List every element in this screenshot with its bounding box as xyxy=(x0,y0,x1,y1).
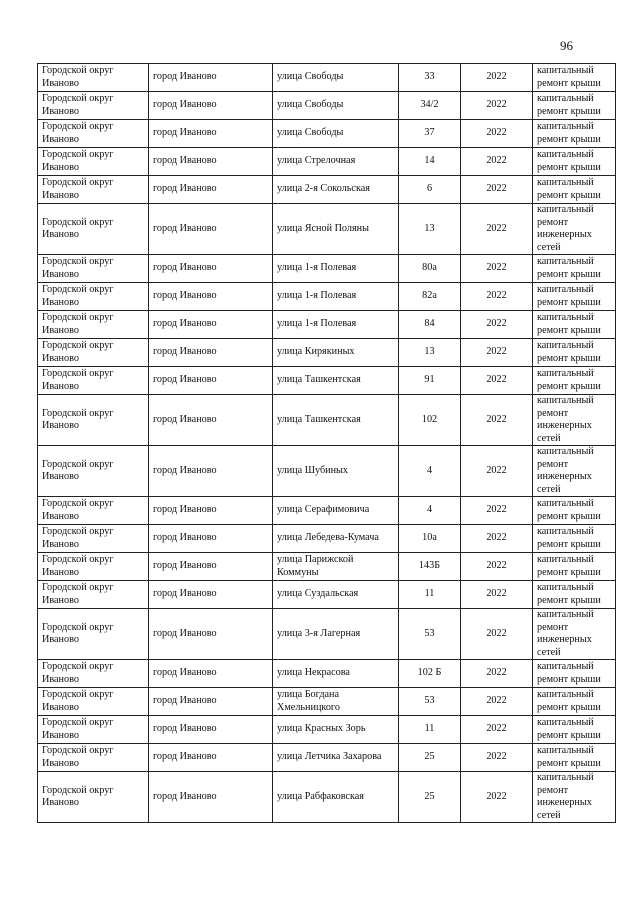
year-cell: 2022 xyxy=(461,497,533,525)
year-cell: 2022 xyxy=(461,148,533,176)
street-cell: улица 3-я Лагерная xyxy=(273,609,399,660)
work-type-cell: капитальный ремонт крыши xyxy=(533,716,616,744)
city-cell: город Иваново xyxy=(149,716,273,744)
year-cell: 2022 xyxy=(461,744,533,772)
house-number-cell: 6 xyxy=(399,176,461,204)
table-row xyxy=(38,688,616,716)
okrug-cell: Городской округ Иваново xyxy=(38,176,149,204)
table-row xyxy=(38,204,616,255)
table-row xyxy=(38,311,616,339)
work-type-cell: капитальный ремонт крыши xyxy=(533,497,616,525)
year-cell: 2022 xyxy=(461,255,533,283)
okrug-cell: Городской округ Иваново xyxy=(38,446,149,497)
work-type-cell: капитальный ремонт крыши xyxy=(533,120,616,148)
table-row xyxy=(38,255,616,283)
okrug-cell: Городской округ Иваново xyxy=(38,744,149,772)
okrug-cell: Городской округ Иваново xyxy=(38,64,149,92)
year-cell: 2022 xyxy=(461,92,533,120)
work-type-cell: капитальный ремонт инженерных сетей xyxy=(533,395,616,446)
work-type-cell: капитальный ремонт крыши xyxy=(533,525,616,553)
okrug-cell: Городской округ Иваново xyxy=(38,255,149,283)
year-cell: 2022 xyxy=(461,581,533,609)
okrug-cell: Городской округ Иваново xyxy=(38,660,149,688)
year-cell: 2022 xyxy=(461,311,533,339)
okrug-cell: Городской округ Иваново xyxy=(38,553,149,581)
year-cell: 2022 xyxy=(461,716,533,744)
okrug-cell: Городской округ Иваново xyxy=(38,367,149,395)
work-type-cell: капитальный ремонт крыши xyxy=(533,283,616,311)
house-number-cell: 53 xyxy=(399,688,461,716)
house-number-cell: 11 xyxy=(399,716,461,744)
work-type-cell: капитальный ремонт крыши xyxy=(533,581,616,609)
work-type-cell: капитальный ремонт инженерных сетей xyxy=(533,609,616,660)
city-cell: город Иваново xyxy=(149,176,273,204)
street-cell: улица Суздальская xyxy=(273,581,399,609)
okrug-cell: Городской округ Иваново xyxy=(38,497,149,525)
house-number-cell: 102 xyxy=(399,395,461,446)
okrug-cell: Городской округ Иваново xyxy=(38,525,149,553)
city-cell: город Иваново xyxy=(149,311,273,339)
city-cell: город Иваново xyxy=(149,64,273,92)
city-cell: город Иваново xyxy=(149,367,273,395)
city-cell: город Иваново xyxy=(149,148,273,176)
okrug-cell: Городской округ Иваново xyxy=(38,581,149,609)
table-row xyxy=(38,660,616,688)
year-cell: 2022 xyxy=(461,553,533,581)
page-number: 96 xyxy=(560,38,573,53)
street-cell: улица Рабфаковская xyxy=(273,772,399,823)
house-number-cell: 25 xyxy=(399,744,461,772)
work-type-cell: капитальный ремонт крыши xyxy=(533,688,616,716)
year-cell: 2022 xyxy=(461,772,533,823)
city-cell: город Иваново xyxy=(149,553,273,581)
table-row xyxy=(38,744,616,772)
okrug-cell: Городской округ Иваново xyxy=(38,339,149,367)
work-type-cell: капитальный ремонт крыши xyxy=(533,311,616,339)
table-row xyxy=(38,525,616,553)
okrug-cell: Городской округ Иваново xyxy=(38,120,149,148)
city-cell: город Иваново xyxy=(149,283,273,311)
work-type-cell: капитальный ремонт крыши xyxy=(533,148,616,176)
city-cell: город Иваново xyxy=(149,395,273,446)
okrug-cell: Городской округ Иваново xyxy=(38,92,149,120)
work-type-cell: капитальный ремонт крыши xyxy=(533,176,616,204)
street-cell: улица Ташкентская xyxy=(273,395,399,446)
table-row xyxy=(38,497,616,525)
table-row xyxy=(38,283,616,311)
city-cell: город Иваново xyxy=(149,581,273,609)
house-number-cell: 4 xyxy=(399,446,461,497)
city-cell: город Иваново xyxy=(149,339,273,367)
work-type-cell: капитальный ремонт крыши xyxy=(533,367,616,395)
okrug-cell: Городской округ Иваново xyxy=(38,283,149,311)
house-number-cell: 34/2 xyxy=(399,92,461,120)
table-body xyxy=(38,64,616,823)
work-type-cell: капитальный ремонт крыши xyxy=(533,64,616,92)
street-cell: улица Свободы xyxy=(273,120,399,148)
okrug-cell: Городской округ Иваново xyxy=(38,772,149,823)
street-cell: улица Парижской Коммуны xyxy=(273,553,399,581)
street-cell: улица Богдана Хмельницкого xyxy=(273,688,399,716)
year-cell: 2022 xyxy=(461,367,533,395)
year-cell: 2022 xyxy=(461,525,533,553)
city-cell: город Иваново xyxy=(149,497,273,525)
house-number-cell: 84 xyxy=(399,311,461,339)
street-cell: улица 1-я Полевая xyxy=(273,311,399,339)
okrug-cell: Городской округ Иваново xyxy=(38,204,149,255)
street-cell: улица Лебедева-Кумача xyxy=(273,525,399,553)
city-cell: город Иваново xyxy=(149,744,273,772)
year-cell: 2022 xyxy=(461,204,533,255)
house-number-cell: 102 Б xyxy=(399,660,461,688)
street-cell: улица Некрасова xyxy=(273,660,399,688)
work-type-cell: капитальный ремонт крыши xyxy=(533,255,616,283)
street-cell: улица Свободы xyxy=(273,64,399,92)
table-row xyxy=(38,716,616,744)
city-cell: город Иваново xyxy=(149,92,273,120)
year-cell: 2022 xyxy=(461,176,533,204)
okrug-cell: Городской округ Иваново xyxy=(38,716,149,744)
table-row xyxy=(38,553,616,581)
street-cell: улица Ясной Поляны xyxy=(273,204,399,255)
work-type-cell: капитальный ремонт крыши xyxy=(533,553,616,581)
house-number-cell: 25 xyxy=(399,772,461,823)
work-type-cell: капитальный ремонт инженерных сетей xyxy=(533,446,616,497)
table-row xyxy=(38,581,616,609)
table-row xyxy=(38,367,616,395)
house-number-cell: 13 xyxy=(399,339,461,367)
table-row xyxy=(38,609,616,660)
house-number-cell: 33 xyxy=(399,64,461,92)
work-type-cell: капитальный ремонт инженерных сетей xyxy=(533,772,616,823)
okrug-cell: Городской округ Иваново xyxy=(38,688,149,716)
house-number-cell: 37 xyxy=(399,120,461,148)
street-cell: улица Свободы xyxy=(273,92,399,120)
work-type-cell: капитальный ремонт крыши xyxy=(533,660,616,688)
okrug-cell: Городской округ Иваново xyxy=(38,609,149,660)
street-cell: улица Летчика Захарова xyxy=(273,744,399,772)
house-number-cell: 10а xyxy=(399,525,461,553)
okrug-cell: Городской округ Иваново xyxy=(38,148,149,176)
year-cell: 2022 xyxy=(461,609,533,660)
work-type-cell: капитальный ремонт крыши xyxy=(533,744,616,772)
year-cell: 2022 xyxy=(461,120,533,148)
city-cell: город Иваново xyxy=(149,255,273,283)
year-cell: 2022 xyxy=(461,688,533,716)
year-cell: 2022 xyxy=(461,64,533,92)
city-cell: город Иваново xyxy=(149,446,273,497)
house-number-cell: 4 xyxy=(399,497,461,525)
street-cell: улица Кирякиных xyxy=(273,339,399,367)
table-row xyxy=(38,395,616,446)
year-cell: 2022 xyxy=(461,283,533,311)
city-cell: город Иваново xyxy=(149,688,273,716)
house-number-cell: 13 xyxy=(399,204,461,255)
street-cell: улица Ташкентская xyxy=(273,367,399,395)
house-number-cell: 82а xyxy=(399,283,461,311)
work-type-cell: капитальный ремонт инженерных сетей xyxy=(533,204,616,255)
house-number-cell: 53 xyxy=(399,609,461,660)
table-row xyxy=(38,772,616,823)
work-type-cell: капитальный ремонт крыши xyxy=(533,92,616,120)
okrug-cell: Городской округ Иваново xyxy=(38,311,149,339)
street-cell: улица Серафимовича xyxy=(273,497,399,525)
house-number-cell: 91 xyxy=(399,367,461,395)
city-cell: город Иваново xyxy=(149,772,273,823)
year-cell: 2022 xyxy=(461,395,533,446)
year-cell: 2022 xyxy=(461,660,533,688)
city-cell: город Иваново xyxy=(149,525,273,553)
street-cell: улица 2-я Сокольская xyxy=(273,176,399,204)
city-cell: город Иваново xyxy=(149,660,273,688)
year-cell: 2022 xyxy=(461,446,533,497)
city-cell: город Иваново xyxy=(149,204,273,255)
table-row xyxy=(38,446,616,497)
house-number-cell: 14 xyxy=(399,148,461,176)
street-cell: улица 1-я Полевая xyxy=(273,283,399,311)
work-type-cell: капитальный ремонт крыши xyxy=(533,339,616,367)
housing-repair-table xyxy=(37,63,616,823)
table-row xyxy=(38,64,616,92)
table-row xyxy=(38,120,616,148)
house-number-cell: 143Б xyxy=(399,553,461,581)
street-cell: улица 1-я Полевая xyxy=(273,255,399,283)
house-number-cell: 80а xyxy=(399,255,461,283)
year-cell: 2022 xyxy=(461,339,533,367)
street-cell: улица Красных Зорь xyxy=(273,716,399,744)
table-row xyxy=(38,148,616,176)
table-row xyxy=(38,92,616,120)
house-number-cell: 11 xyxy=(399,581,461,609)
table-row xyxy=(38,339,616,367)
city-cell: город Иваново xyxy=(149,120,273,148)
street-cell: улица Стрелочная xyxy=(273,148,399,176)
table-row xyxy=(38,176,616,204)
street-cell: улица Шубиных xyxy=(273,446,399,497)
okrug-cell: Городской округ Иваново xyxy=(38,395,149,446)
city-cell: город Иваново xyxy=(149,609,273,660)
